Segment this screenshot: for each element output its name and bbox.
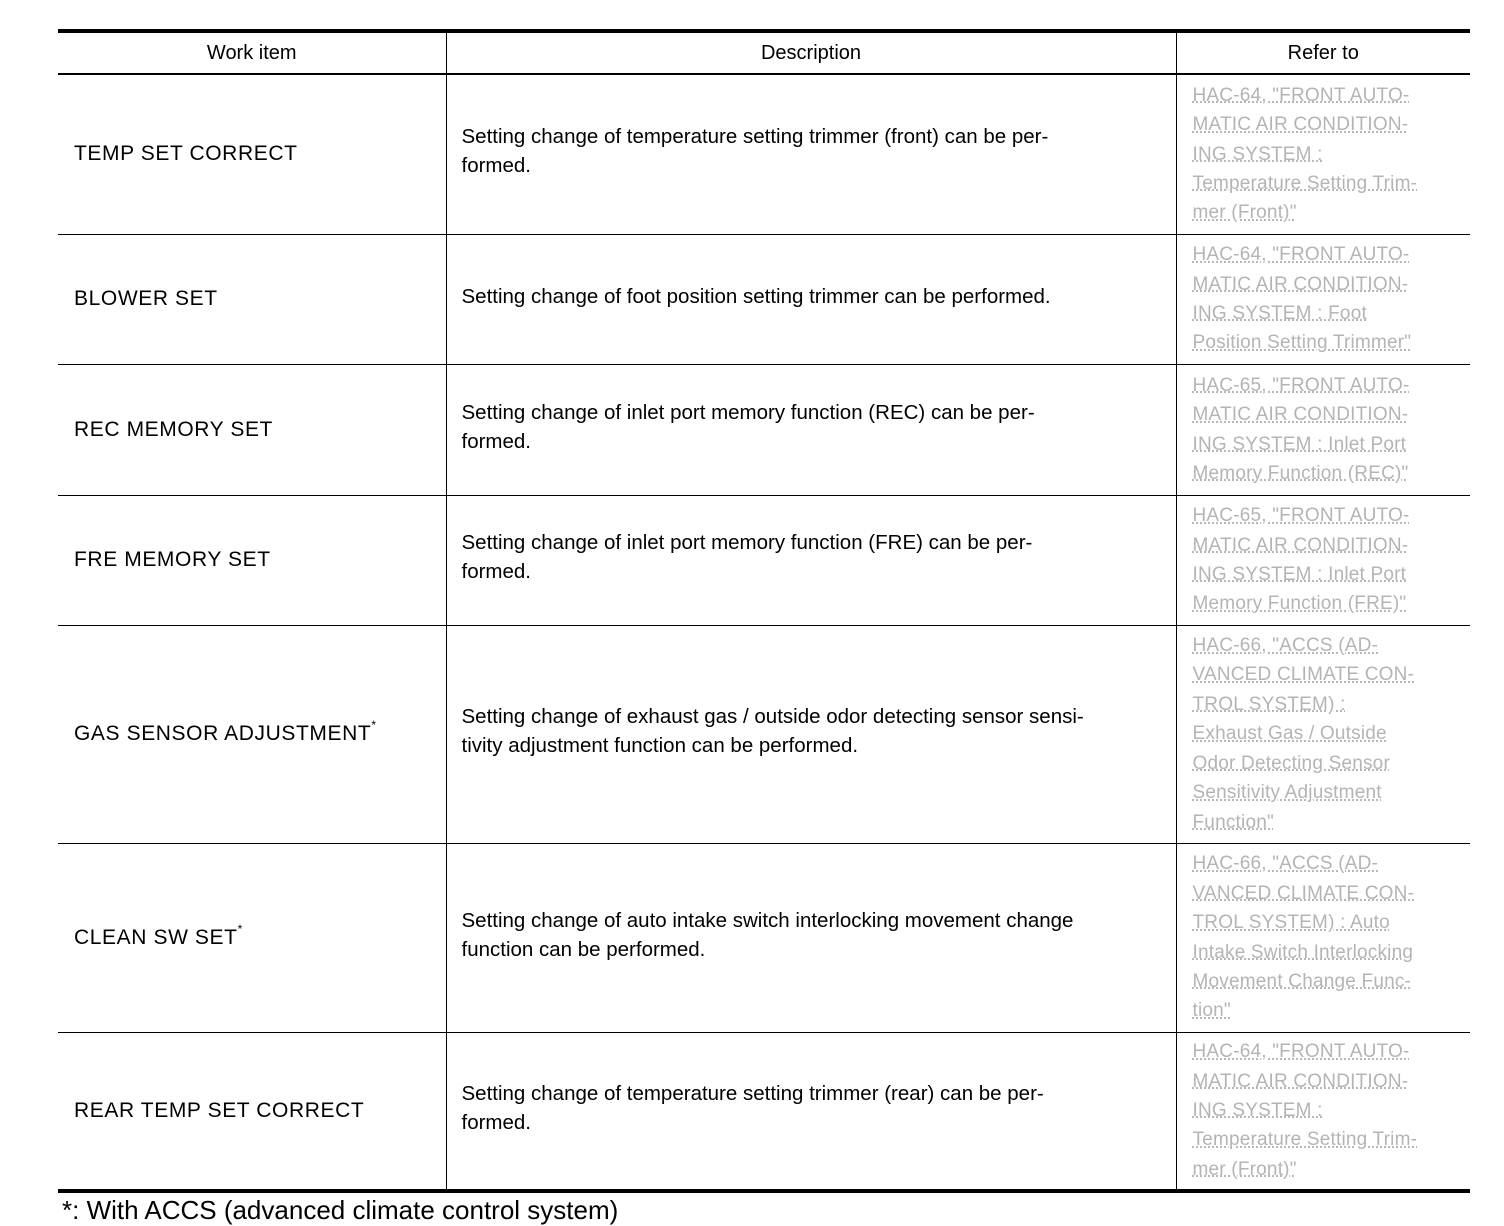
refer-link[interactable]: HAC-64, "FRONT AUTO- MATIC AIR CONDITION- ING SYSTEM : Temperature Setting Trim- mer (Front)" <box>1192 1041 1418 1180</box>
refer-cell <box>1176 1032 1470 1191</box>
table-header-row <box>58 31 1470 74</box>
header-description: Description <box>446 31 1176 74</box>
description-cell <box>446 74 1176 234</box>
work-item-cell <box>58 74 446 234</box>
description-cell <box>446 234 1176 364</box>
table-row <box>58 495 1470 625</box>
footnote: *: With ACCS (advanced climate control system) <box>62 1195 619 1225</box>
refer-cell <box>1176 234 1470 364</box>
refer-link[interactable]: HAC-65, "FRONT AUTO- MATIC AIR CONDITION- ING SYSTEM : Inlet Port Memory Function (FRE)" <box>1192 505 1410 615</box>
description-cell <box>446 1032 1176 1191</box>
work-item-cell <box>58 1032 446 1191</box>
description-cell <box>446 625 1176 843</box>
description-cell <box>446 364 1176 495</box>
work-item-label: BLOWER SET <box>74 287 218 310</box>
description-text: Setting change of foot position setting trimmer can be performed. <box>461 284 1051 308</box>
header-work-item: Work item <box>58 31 446 74</box>
refer-cell <box>1176 495 1470 625</box>
refer-link[interactable]: HAC-66, "ACCS (AD- VANCED CLIMATE CON- TROL SYSTEM) : Auto Intake Switch Interlocking Movement Change Func- tion" <box>1192 853 1415 1022</box>
refer-link[interactable]: HAC-64, "FRONT AUTO- MATIC AIR CONDITION- ING SYSTEM : Foot Position Setting Trimmer" <box>1192 244 1412 354</box>
refer-cell <box>1176 843 1470 1032</box>
refer-cell <box>1176 74 1470 234</box>
work-item-cell <box>58 495 446 625</box>
work-item-label: REAR TEMP SET CORRECT <box>74 1098 365 1122</box>
table-row <box>58 625 1470 843</box>
description-text: Setting change of inlet port memory function (FRE) can be per- formed. <box>461 531 1033 583</box>
table-row <box>58 1032 1470 1191</box>
work-item-label: TEMP SET CORRECT <box>74 142 298 166</box>
description-cell <box>446 495 1176 625</box>
description-cell <box>446 843 1176 1032</box>
description-text: Setting change of auto intake switch interlocking movement change function can be performed. <box>461 908 1074 961</box>
table-row <box>58 364 1470 495</box>
refer-cell <box>1176 625 1470 843</box>
table-row <box>58 234 1470 364</box>
work-item-label: REC MEMORY SET <box>74 417 273 441</box>
refer-cell <box>1176 364 1470 495</box>
footnote-marker: * <box>371 718 377 732</box>
description-text: Setting change of exhaust gas / outside odor detecting sensor sensi- tivity adjustment function can be performed. <box>461 705 1084 757</box>
description-text: Setting change of temperature setting trimmer (front) can be per- formed. <box>461 125 1049 178</box>
table-row <box>58 843 1470 1032</box>
work-item-label: GAS SENSOR ADJUSTMENT <box>74 722 372 745</box>
work-item-label: CLEAN SW SET <box>74 925 238 949</box>
work-item-label: FRE MEMORY SET <box>74 548 271 571</box>
table-row <box>58 74 1470 234</box>
refer-link[interactable]: HAC-66, "ACCS (AD- VANCED CLIMATE CON- TROL SYSTEM) : Exhaust Gas / Outside Odor Detecting Sensor Sensitivity Adjustment Function" <box>1192 635 1415 833</box>
refer-link[interactable]: HAC-64, "FRONT AUTO- MATIC AIR CONDITION- ING SYSTEM : Temperature Setting Trim- mer (Front)" <box>1192 84 1418 224</box>
header-refer-to: Refer to <box>1176 31 1470 74</box>
refer-link[interactable]: HAC-65, "FRONT AUTO- MATIC AIR CONDITION- ING SYSTEM : Inlet Port Memory Function (REC)" <box>1192 374 1410 484</box>
work-item-cell <box>58 625 446 843</box>
footnote-marker: * <box>237 921 243 936</box>
work-item-table <box>58 29 1470 1193</box>
work-item-cell <box>58 364 446 495</box>
work-item-cell <box>58 843 446 1032</box>
description-text: Setting change of temperature setting trimmer (rear) can be per- formed. <box>461 1081 1044 1134</box>
description-text: Setting change of inlet port memory function (REC) can be per- formed. <box>461 400 1035 453</box>
work-item-cell <box>58 234 446 364</box>
